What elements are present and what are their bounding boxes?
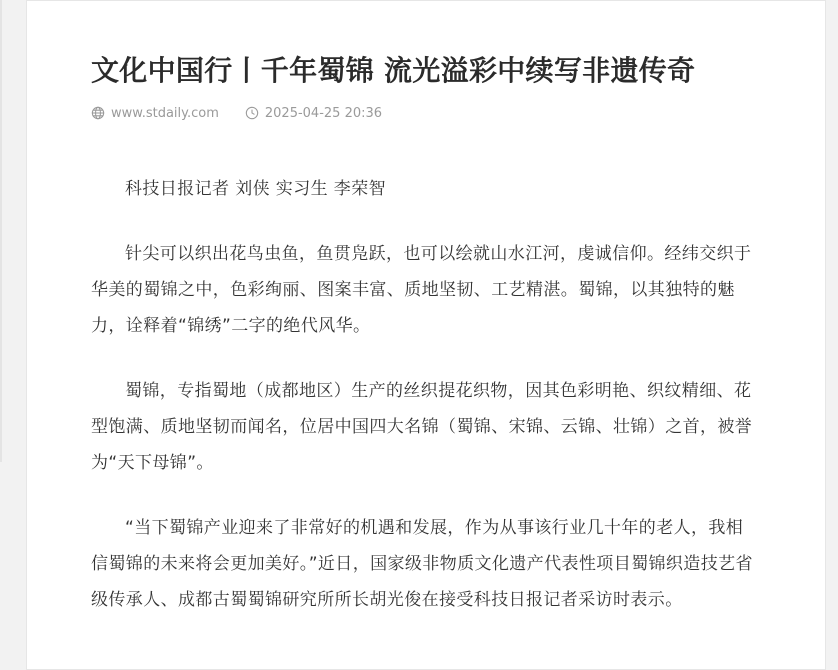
byline-paragraph: 科技日报记者 刘侠 实习生 李荣智 — [125, 179, 387, 199]
left-scroll-edge — [0, 0, 2, 462]
article-card — [26, 0, 826, 670]
article-body — [91, 171, 755, 647]
time-meta — [245, 106, 382, 121]
article-title: 文化中国行丨千年蜀锦 流光溢彩中续写非遗传奇 — [91, 54, 696, 87]
article-meta — [91, 103, 408, 123]
source-meta — [91, 106, 219, 121]
source-link[interactable]: www.stdaily.com — [111, 105, 219, 121]
clock-icon — [245, 106, 259, 120]
body-paragraph: “当下蜀锦产业迎来了非常好的机遇和发展，作为从事该行业几十年的老人，我相信蜀锦的未来将会更加美好。”近日，国家级非物质文化遗产代表性项目蜀锦织造技艺省级传承人、成都古蜀蜀锦研究所所长胡光俊在接受科技日报记者采访时表示。 — [91, 518, 753, 610]
body-paragraph: 蜀锦，专指蜀地（成都地区）生产的丝织提花织物，因其色彩明艳、织纹精细、花型饱满、质地坚韧而闻名，位居中国四大名锦（蜀锦、宋锦、云锦、壮锦）之首，被誉为“天下母锦”。 — [91, 381, 753, 473]
publish-time: 2025-04-25 20:36 — [264, 105, 383, 121]
body-paragraph: 针尖可以织出花鸟虫鱼，鱼贯凫跃，也可以绘就山水江河，虔诚信仰。经纬交织于华美的蜀锦之中，色彩绚丽、图案丰富、质地坚韧、工艺精湛。蜀锦，以其独特的魅力，诠释着“锦绣”二字的绝代风华。 — [91, 244, 752, 336]
globe-icon — [91, 106, 105, 120]
